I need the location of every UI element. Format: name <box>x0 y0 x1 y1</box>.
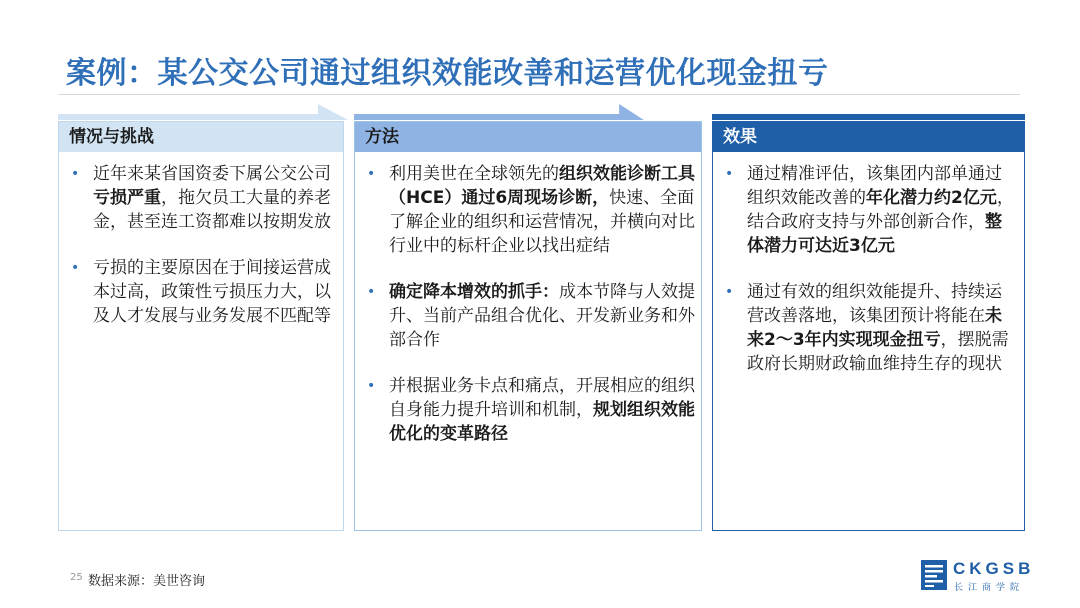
bullet-dot-icon: • <box>367 378 376 394</box>
bullet-text: ，摆脱需政府长期财政输血维持生存的现状 <box>747 330 1009 374</box>
panel-heading: 情况与挑战 <box>59 122 343 152</box>
bullet-text: 亏损的主要原因在于间接运营成本过高，政策性亏损压力大，以及人才发展与业务发展不匹配等 <box>93 258 331 326</box>
bullet-list <box>713 152 1024 376</box>
bullet-list <box>59 152 343 328</box>
bullet-item <box>67 256 337 328</box>
bullet-text: 并根据业务卡点和痛点，开展相应的组织自身能力提升培训和机制， <box>389 376 695 420</box>
bullet-text-bold: 亏损严重 <box>93 188 161 208</box>
bullet-dot-icon: • <box>367 284 376 300</box>
bullet-list <box>355 152 701 446</box>
arrow-banner-1 <box>58 104 348 120</box>
source-note: 数据来源：美世咨询 <box>88 574 206 589</box>
bullet-text-bold: 组织效能诊断工具（HCE）通过6周现场诊断， <box>389 164 695 208</box>
bullet-text-bold: 整体潜力可达近3亿元 <box>747 212 1002 256</box>
bullet-dot-icon: • <box>725 284 734 300</box>
panel-heading: 方法 <box>355 122 701 152</box>
bullet-text: 通过有效的组织效能提升、持续运营改善落地，该集团预计将能在 <box>747 282 1002 326</box>
bullet-text: ，结合政府支持与外部创新合作， <box>747 188 1014 232</box>
panel-situation <box>58 121 344 531</box>
bullet-item <box>67 162 337 234</box>
title-divider <box>58 94 1020 95</box>
bullet-item <box>363 280 695 352</box>
bullet-text: 近年来某省国资委下属公交公司 <box>93 164 331 184</box>
bullet-item <box>363 374 695 446</box>
bullet-dot-icon: • <box>71 260 80 276</box>
bullet-item <box>363 162 695 258</box>
bullet-dot-icon: • <box>71 166 80 182</box>
page-title: 案例：某公交公司通过组织效能改善和运营优化现金扭亏 <box>66 56 829 91</box>
panel-method <box>354 121 702 531</box>
bullet-item <box>721 162 1018 258</box>
bullet-text: 利用美世在全球领先的 <box>389 164 559 184</box>
bullet-text: 通过精准评估，该集团内部单通过组织效能改善的 <box>747 164 1002 208</box>
panel-heading: 效果 <box>713 122 1024 152</box>
bullet-dot-icon: • <box>725 166 734 182</box>
bullet-text: 快速、全面了解企业的组织和运营情况，并横向对比行业中的标杆企业以找出症结 <box>389 188 695 256</box>
bullet-text: 成本节降与人效提升、当前产品组合优化、开发新业务和外部合作 <box>389 282 695 350</box>
arrow-banner-2 <box>354 104 644 120</box>
arrow-banner-3 <box>712 104 1025 120</box>
ckgsb-logo <box>921 558 1035 594</box>
page-number: 25 <box>70 572 83 583</box>
bullet-item <box>721 280 1018 376</box>
logo-text-cn: 长江商学院 <box>954 583 1025 593</box>
bullet-text: ，拖欠员工大量的养老金，甚至连工资都难以按期发放 <box>93 188 331 232</box>
panel-result <box>712 121 1025 531</box>
logo-text-en: CKGSB <box>953 559 1035 578</box>
logo-mark-icon <box>921 560 947 590</box>
bullet-dot-icon: • <box>367 166 376 182</box>
bullet-text-bold: 确定降本增效的抓手： <box>389 282 559 302</box>
bullet-text-bold: 年化潜力约2亿元 <box>866 188 997 208</box>
bullet-text-bold: 未来2～3年内实现现金扭亏 <box>747 306 1002 350</box>
bullet-text-bold: 规划组织效能优化的变革路径 <box>389 400 695 444</box>
